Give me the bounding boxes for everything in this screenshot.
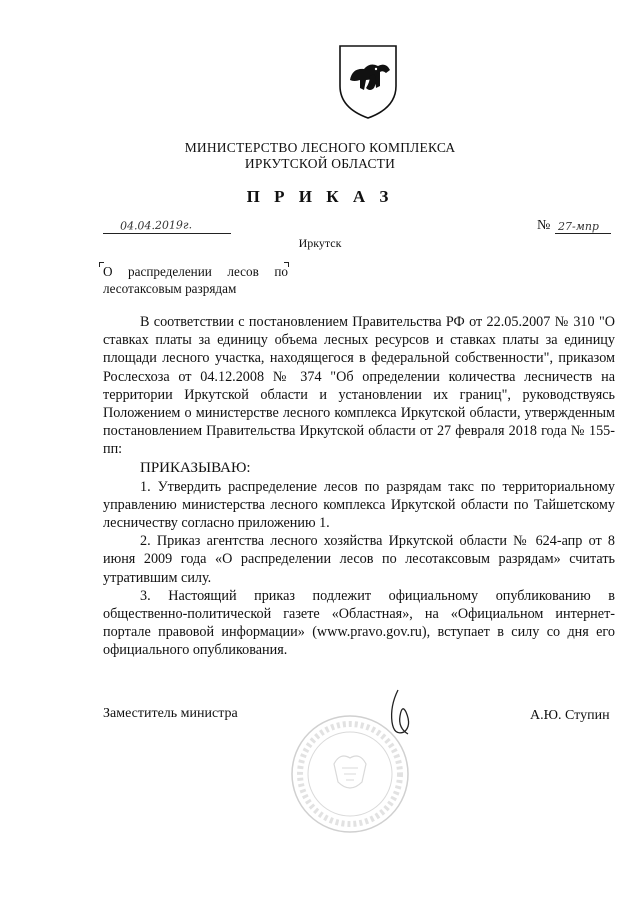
document-title: П Р И К А З — [246, 187, 394, 206]
subject-line2: лесотаксовым разрядам — [103, 281, 237, 296]
signatory-name: А.Ю. Ступин — [530, 708, 610, 723]
ministry-name-line1: МИНИСТЕРСТВО ЛЕСНОГО КОМПЛЕКСА — [184, 140, 456, 155]
subject-word: распределении — [128, 264, 212, 279]
subject-word: по — [274, 264, 288, 279]
number-underline — [555, 233, 611, 234]
preamble-paragraph: В соответствии с постановлением Правительства РФ от 22.05.2007 № 310 "О ставках платы за единицу объема лесных ресурсов и ставках платы за единицу площади лесного участка, находящегося в федеральной собственности", приказом Рослесхоза от 04.12.2008 № 374 "Об определении количества лесничеств на территории Иркутской области и установлении их границ", руководствуясь Положением о министерстве лесного комплекса Иркутской области, утвержденным постановлением Правительства Иркутской области от 27 февраля 2018 года № 155-пп: — [103, 314, 615, 458]
signatory-position: Заместитель министра — [103, 706, 238, 721]
order-word: ПРИКАЗЫВАЮ: — [140, 459, 251, 476]
document-city: Иркутск — [298, 236, 342, 250]
official-stamp — [288, 712, 412, 836]
subject-word: лесов — [227, 264, 259, 279]
order-item-1: 1. Утвердить распределение лесов по разрядам такс по территориальному управлению министерства лесного комплекса Иркутской области по Тайшетскому лесничеству согласно приложению 1. — [103, 478, 615, 532]
ministry-name-line2: ИРКУТСКОЙ ОБЛАСТИ — [244, 156, 396, 171]
document-number: 27-мпр — [558, 220, 599, 233]
coat-of-arms-emblem — [336, 42, 400, 122]
date-underline — [103, 233, 231, 234]
order-item-2: 2. Приказ агентства лесного хозяйства Иркутской области № 624-апр от 8 июня 2009 года «О распределении лесов по лесотаксовым разрядам» считать утратившим силу. — [103, 533, 615, 586]
subject-word: О — [103, 264, 113, 279]
document-body — [103, 313, 615, 660]
order-item-3: 3. Настоящий приказ подлежит официальному опубликованию в общественно-политической газете «Областная», на «Официальном интернет-портале правовой информации» (www.pravo.gov.ru), вступает в силу со дня его официального опубликования. — [103, 587, 615, 659]
document-date: 04.04.2019г. — [119, 218, 193, 233]
document-subject — [103, 263, 288, 297]
number-sign: № — [537, 218, 551, 233]
